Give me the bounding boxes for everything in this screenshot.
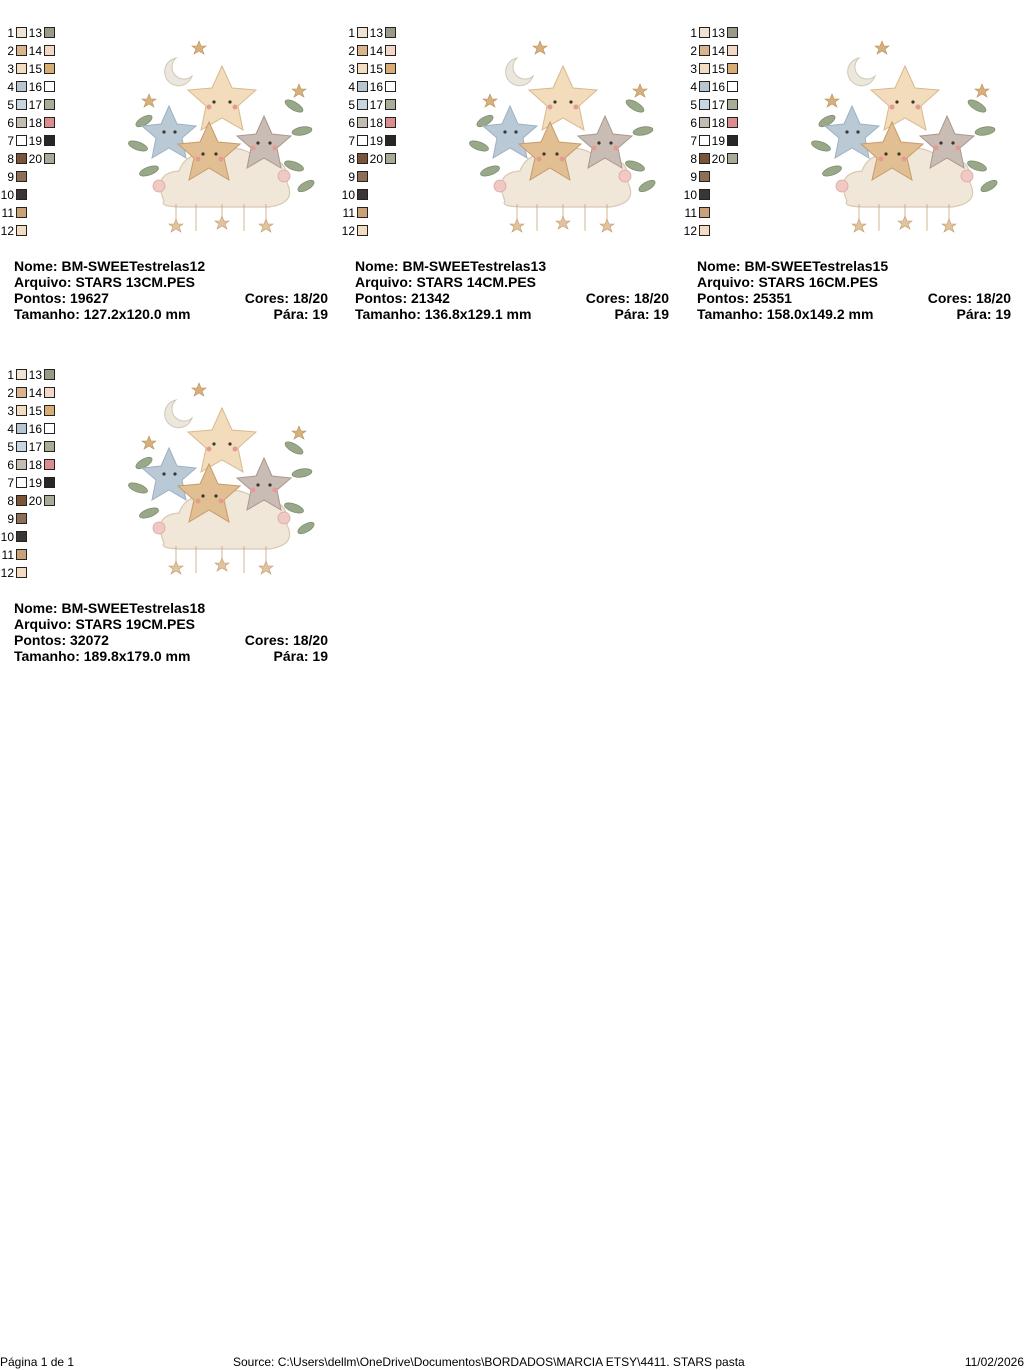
swatch-number: 7 <box>690 134 697 148</box>
design-size: Tamanho: 189.8x179.0 mm <box>14 648 191 664</box>
color-count: Cores: 18/20 <box>927 290 1011 306</box>
color-swatch <box>727 45 738 56</box>
swatch-number: 1 <box>7 26 14 40</box>
color-swatch <box>357 117 368 128</box>
print-date: 11/02/2026 <box>964 1355 1024 1369</box>
design-card <box>0 26 334 356</box>
color-swatch <box>16 99 27 110</box>
color-swatch <box>16 171 27 182</box>
swatch-number: 20 <box>369 152 383 166</box>
swatch-number: 6 <box>690 116 697 130</box>
swatch-number: 4 <box>690 80 697 94</box>
embroidery-preview <box>114 378 324 578</box>
swatch-number: 17 <box>28 440 42 454</box>
design-name: Nome: BM-SWEETestrelas12 <box>14 258 206 274</box>
swatch-number: 5 <box>348 98 355 112</box>
color-swatch <box>699 117 710 128</box>
swatch-number: 16 <box>369 80 383 94</box>
swatch-number: 7 <box>348 134 355 148</box>
swatch-number: 19 <box>28 476 42 490</box>
swatch-number: 12 <box>341 224 355 238</box>
color-swatch <box>44 63 55 74</box>
color-swatch <box>44 423 55 434</box>
swatch-number: 10 <box>0 188 14 202</box>
color-swatch <box>16 189 27 200</box>
swatch-number: 12 <box>683 224 697 238</box>
swatch-number: 1 <box>690 26 697 40</box>
color-swatch <box>16 225 27 236</box>
design-card <box>0 368 334 698</box>
swatch-number: 18 <box>369 116 383 130</box>
color-swatch <box>16 45 27 56</box>
swatch-number: 14 <box>28 386 42 400</box>
swatch-number: 20 <box>28 494 42 508</box>
color-swatch <box>44 477 55 488</box>
swatch-number: 17 <box>28 98 42 112</box>
color-swatch <box>16 513 27 524</box>
color-swatch <box>16 387 27 398</box>
color-swatch <box>357 225 368 236</box>
swatch-number: 14 <box>369 44 383 58</box>
swatch-number: 9 <box>7 170 14 184</box>
swatch-number: 15 <box>28 404 42 418</box>
design-file: Arquivo: STARS 16CM.PES <box>697 274 878 290</box>
color-swatch <box>357 27 368 38</box>
swatch-number: 13 <box>711 26 725 40</box>
color-swatch <box>699 135 710 146</box>
color-swatch <box>699 45 710 56</box>
color-swatch <box>699 207 710 218</box>
stitch-count: Pontos: 32072 <box>14 632 109 648</box>
color-swatch <box>16 405 27 416</box>
swatch-number: 2 <box>7 44 14 58</box>
color-swatch <box>385 27 396 38</box>
swatch-number: 4 <box>7 80 14 94</box>
color-swatch <box>44 81 55 92</box>
color-swatch <box>385 45 396 56</box>
swatch-number: 14 <box>28 44 42 58</box>
swatch-number: 9 <box>7 512 14 526</box>
swatch-number: 2 <box>348 44 355 58</box>
swatch-number: 14 <box>711 44 725 58</box>
stop-count: Pára: 19 <box>273 648 328 664</box>
color-swatch <box>357 81 368 92</box>
color-count: Cores: 18/20 <box>244 290 328 306</box>
swatch-number: 7 <box>7 134 14 148</box>
color-count: Cores: 18/20 <box>585 290 669 306</box>
swatch-number: 18 <box>28 116 42 130</box>
color-swatch <box>385 81 396 92</box>
color-swatch <box>44 153 55 164</box>
color-swatch <box>699 189 710 200</box>
color-swatch <box>44 387 55 398</box>
color-swatch <box>44 99 55 110</box>
swatch-number: 10 <box>341 188 355 202</box>
design-name: Nome: BM-SWEETestrelas18 <box>14 600 206 616</box>
swatch-number: 13 <box>28 368 42 382</box>
swatch-number: 6 <box>7 116 14 130</box>
swatch-number: 16 <box>28 422 42 436</box>
swatch-number: 3 <box>7 404 14 418</box>
swatch-number: 3 <box>7 62 14 76</box>
design-file: Arquivo: STARS 13CM.PES <box>14 274 195 290</box>
color-swatch <box>44 117 55 128</box>
swatch-number: 20 <box>28 152 42 166</box>
color-swatch <box>357 135 368 146</box>
swatch-number: 19 <box>369 134 383 148</box>
color-swatch <box>727 153 738 164</box>
swatch-number: 5 <box>7 98 14 112</box>
color-swatch <box>357 171 368 182</box>
color-swatch <box>44 459 55 470</box>
swatch-number: 7 <box>7 476 14 490</box>
swatch-number: 3 <box>690 62 697 76</box>
source-path: Source: C:\Users\dellm\OneDrive\Documentos\BORDADOS\MARCIA ETSY\4411. STARS pasta <box>233 1355 745 1369</box>
color-swatch <box>44 135 55 146</box>
color-swatch <box>16 423 27 434</box>
color-swatch <box>727 63 738 74</box>
color-swatch <box>727 27 738 38</box>
swatch-number: 8 <box>348 152 355 166</box>
design-card <box>683 26 1017 356</box>
swatch-number: 17 <box>711 98 725 112</box>
swatch-number: 3 <box>348 62 355 76</box>
color-swatch <box>357 207 368 218</box>
swatch-number: 2 <box>7 386 14 400</box>
swatch-number: 11 <box>342 206 355 220</box>
swatch-number: 10 <box>683 188 697 202</box>
color-swatch <box>44 441 55 452</box>
color-swatch <box>699 225 710 236</box>
color-swatch <box>16 369 27 380</box>
stitch-count: Pontos: 19627 <box>14 290 109 306</box>
color-swatch <box>44 495 55 506</box>
design-card <box>341 26 675 356</box>
color-swatch <box>16 459 27 470</box>
swatch-number: 6 <box>7 458 14 472</box>
design-name: Nome: BM-SWEETestrelas13 <box>355 258 547 274</box>
stop-count: Pára: 19 <box>956 306 1011 322</box>
stitch-count: Pontos: 21342 <box>355 290 450 306</box>
stitch-count: Pontos: 25351 <box>697 290 792 306</box>
swatch-number: 1 <box>7 368 14 382</box>
design-size: Tamanho: 127.2x120.0 mm <box>14 306 191 322</box>
color-swatch <box>385 117 396 128</box>
color-swatch <box>727 117 738 128</box>
color-swatch <box>727 135 738 146</box>
color-swatch <box>16 117 27 128</box>
color-swatch <box>727 81 738 92</box>
embroidery-preview <box>114 36 324 236</box>
color-swatch <box>16 549 27 560</box>
color-swatch <box>44 405 55 416</box>
color-swatch <box>357 99 368 110</box>
color-swatch <box>699 153 710 164</box>
swatch-number: 5 <box>7 440 14 454</box>
swatch-number: 16 <box>28 80 42 94</box>
color-swatch <box>699 99 710 110</box>
design-file: Arquivo: STARS 14CM.PES <box>355 274 536 290</box>
color-swatch <box>699 81 710 92</box>
color-swatch <box>44 27 55 38</box>
swatch-number: 1 <box>348 26 355 40</box>
swatch-number: 15 <box>711 62 725 76</box>
color-swatch <box>16 477 27 488</box>
swatch-number: 2 <box>690 44 697 58</box>
swatch-number: 19 <box>711 134 725 148</box>
color-swatch <box>16 531 27 542</box>
swatch-number: 8 <box>7 152 14 166</box>
color-count: Cores: 18/20 <box>244 632 328 648</box>
swatch-number: 8 <box>7 494 14 508</box>
swatch-number: 12 <box>0 224 14 238</box>
swatch-number: 9 <box>348 170 355 184</box>
design-name: Nome: BM-SWEETestrelas15 <box>697 258 889 274</box>
color-swatch <box>357 63 368 74</box>
color-swatch <box>357 153 368 164</box>
swatch-number: 18 <box>28 458 42 472</box>
color-swatch <box>385 63 396 74</box>
color-swatch <box>16 63 27 74</box>
swatch-number: 16 <box>711 80 725 94</box>
swatch-number: 11 <box>1 206 14 220</box>
swatch-number: 10 <box>0 530 14 544</box>
design-file: Arquivo: STARS 19CM.PES <box>14 616 195 632</box>
color-swatch <box>16 81 27 92</box>
color-swatch <box>727 99 738 110</box>
embroidery-preview <box>797 36 1007 236</box>
color-swatch <box>44 45 55 56</box>
swatch-number: 9 <box>690 170 697 184</box>
color-swatch <box>16 567 27 578</box>
color-swatch <box>385 135 396 146</box>
swatch-number: 11 <box>684 206 697 220</box>
color-swatch <box>385 99 396 110</box>
color-swatch <box>385 153 396 164</box>
color-swatch <box>16 207 27 218</box>
color-swatch <box>16 495 27 506</box>
swatch-number: 12 <box>0 566 14 580</box>
swatch-number: 5 <box>690 98 697 112</box>
swatch-number: 13 <box>28 26 42 40</box>
color-swatch <box>44 369 55 380</box>
design-size: Tamanho: 158.0x149.2 mm <box>697 306 874 322</box>
swatch-number: 4 <box>7 422 14 436</box>
color-swatch <box>16 135 27 146</box>
swatch-number: 11 <box>1 548 14 562</box>
swatch-number: 18 <box>711 116 725 130</box>
color-swatch <box>357 189 368 200</box>
stop-count: Pára: 19 <box>273 306 328 322</box>
swatch-number: 4 <box>348 80 355 94</box>
swatch-number: 6 <box>348 116 355 130</box>
color-swatch <box>357 45 368 56</box>
page-number: Página 1 de 1 <box>0 1355 75 1369</box>
embroidery-preview <box>455 36 665 236</box>
swatch-number: 15 <box>28 62 42 76</box>
color-swatch <box>16 153 27 164</box>
swatch-number: 19 <box>28 134 42 148</box>
color-swatch <box>16 441 27 452</box>
color-swatch <box>16 27 27 38</box>
swatch-number: 15 <box>369 62 383 76</box>
color-swatch <box>699 27 710 38</box>
color-swatch <box>699 63 710 74</box>
color-swatch <box>699 171 710 182</box>
stop-count: Pára: 19 <box>614 306 669 322</box>
swatch-number: 17 <box>369 98 383 112</box>
swatch-number: 13 <box>369 26 383 40</box>
swatch-number: 20 <box>711 152 725 166</box>
swatch-number: 8 <box>690 152 697 166</box>
design-size: Tamanho: 136.8x129.1 mm <box>355 306 532 322</box>
